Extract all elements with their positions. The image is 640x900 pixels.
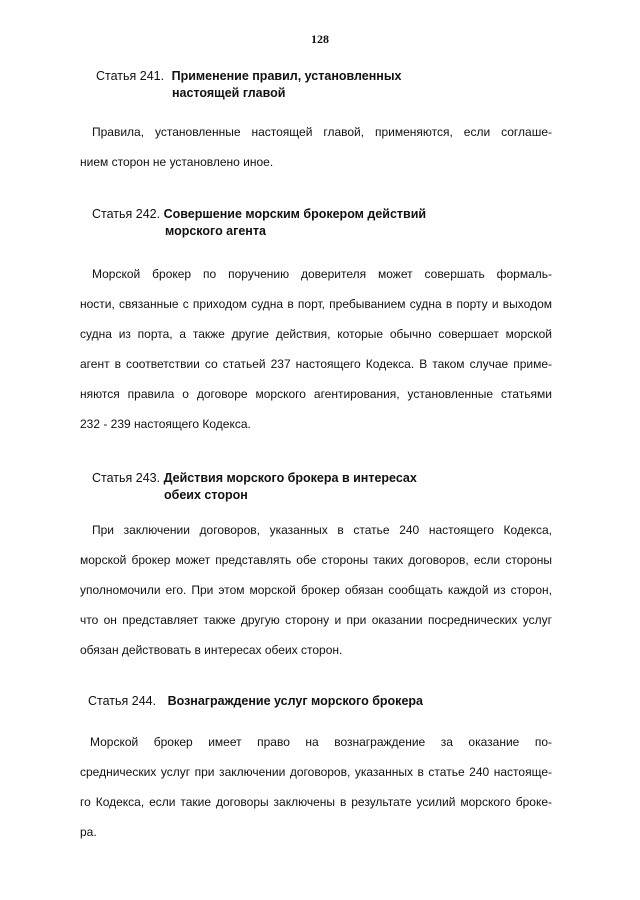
paragraph-line: 232 - 239 настоящего Кодекса. [80,417,251,431]
paragraph-line: ра. [80,825,97,839]
article-title-continuation: настоящей главой [172,86,286,100]
article-title: Совершение морским брокером действий [163,207,427,221]
article-title: Применение правил, установленных [171,69,402,83]
article-243-body [80,522,552,662]
paragraph-line: среднических услуг при заключении договоров, указанных в статье 240 настояще- [80,765,552,779]
article-243-heading [92,470,417,504]
paragraph-line: няются правила о договоре морского агентирования, установленные статьями [80,387,552,401]
article-242-heading [92,206,426,240]
article-244-heading [88,693,423,710]
article-title-continuation: обеих сторон [164,488,248,502]
article-241-heading [96,68,401,102]
article-242-body [80,266,552,436]
paragraph-line: что он представляет также другую сторону и при оказании посреднических услуг [80,613,552,627]
article-title: Вознаграждение услуг морского брокера [167,694,423,708]
article-244-body [80,734,552,844]
paragraph-line: Морской брокер по поручению доверителя может совершать формаль- [92,267,552,281]
article-241-body [80,124,552,169]
article-number: Статья 243. [92,471,161,485]
paragraph-line: ности, связанные с приходом судна в порт, пребыванием судна в порту и выходом [80,297,552,311]
paragraph-line: морской брокер может представлять обе стороны таких договоров, если стороны [80,553,552,567]
paragraph-line: агент в соответствии со статьей 237 настоящего Кодекса. В таком случае приме- [80,357,552,371]
paragraph-line: нием сторон не установлено иное. [80,155,274,169]
page-number: 128 [311,32,329,46]
article-title: Действия морского брокера в интересах [163,471,417,485]
paragraph-line: обязан действовать в интересах обеих сторон. [80,643,343,657]
paragraph-line: Морской брокер имеет право на вознаграждение за оказание по- [90,735,552,749]
article-title-continuation: морского агента [165,224,266,238]
paragraph-line: уполномочили его. При этом морской брокер обязан сообщать каждой из сторон, [80,583,552,597]
paragraph-line: го Кодекса, если такие договоры заключены в результате усилий морского броке- [80,795,552,809]
article-number: Статья 241. [96,69,165,83]
paragraph-line: При заключении договоров, указанных в статье 240 настоящего Кодекса, [92,523,552,537]
article-number: Статья 242. [92,207,161,221]
paragraph-line: судна из порта, а также другие действия, которые обычно совершает морской [80,327,552,341]
article-number: Статья 244. [88,694,157,708]
paragraph-line: Правила, установленные настоящей главой, применяются, если соглаше- [92,125,552,139]
